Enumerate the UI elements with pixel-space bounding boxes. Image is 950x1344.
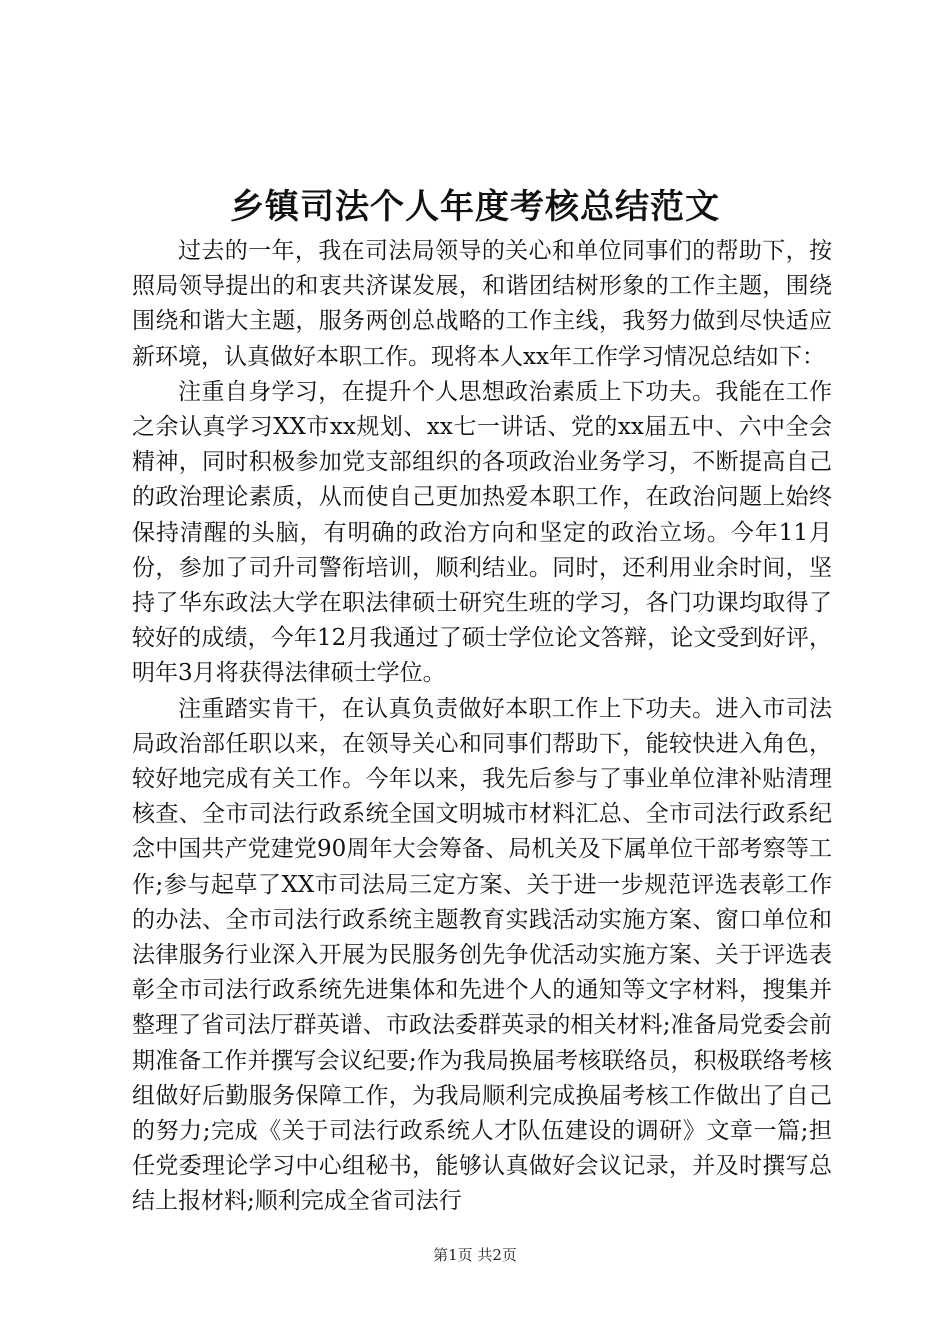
page-number-footer: 第1页 共2页 xyxy=(433,1246,517,1264)
document-title: 乡镇司法个人年度考核总结范文 xyxy=(230,187,720,227)
paragraph-work: 注重踏实肯干，在认真负责做好本职工作上下功夫。进入市司法局政治部任职以来，在领导关心和同事们帮助下，能较快进入角色，较好地完成有关工作。今年以来，我先后参与了事业单位津补贴清理核查、全市司法行政系统全国文明城市材料汇总、全市司法行政系纪念中国共产党建党90周年大会筹备、局机关及下属单位干部考察等工作;参与起草了XX市司法局三定方案、关于进一步规范评选表彰工作的办法、全市司法行政系统主题教育实践活动实施方案、窗口单位和法律服务行业深入开展为民服务创先争优活动实施方案、关于评选表彰全市司法行政系统先进集体和先进个人的通知等文字材料，搜集并整理了省司法厅群英谱、市政法委群英录的相关材料;准备局党委会前期准备工作并撰写会议纪要;作为我局换届考核联络员，积极联络考核组做好后勤服务保障工作，为我局顺利完成换届考核工作做出了自己的努力;完成《关于司法行政系统人才队伍建设的调研》文章一篇;担任党委理论学习中心组秘书，能够认真做好会议记录，并及时撰写总结上报材料;顺利完成全省司法行 xyxy=(132,695,832,1215)
paragraph-study: 注重自身学习，在提升个人思想政治素质上下功夫。我能在工作之余认真学习XX市xx规划、xx七一讲话、党的xx届五中、六中全会精神，同时积极参加党支部组织的各项政治业务学习，不断提高自己的政治理论素质，从而使自己更加热爱本职工作，在政治问题上始终保持清醒的头脑，有明确的政治方向和坚定的政治立场。今年11月份，参加了司升司警衔培训，顺利结业。同时，还利用业余时间，坚持了华东政法大学在职法律硕士研究生班的学习，各门功课均取得了较好的成绩，今年12月我通过了硕士学位论文答辩，论文受到好评，明年3月将获得法律硕士学位。 xyxy=(132,378,832,687)
document-body xyxy=(132,234,832,1220)
paragraph-intro: 过去的一年，我在司法局领导的关心和单位同事们的帮助下，按照局领导提出的和衷共济谋发展，和谐团结树形象的工作主题，围绕围绕和谐大主题，服务两创总战略的工作主线，我努力做到尽快适应新环境，认真做好本职工作。现将本人xx年工作学习情况总结如下： xyxy=(132,238,832,370)
